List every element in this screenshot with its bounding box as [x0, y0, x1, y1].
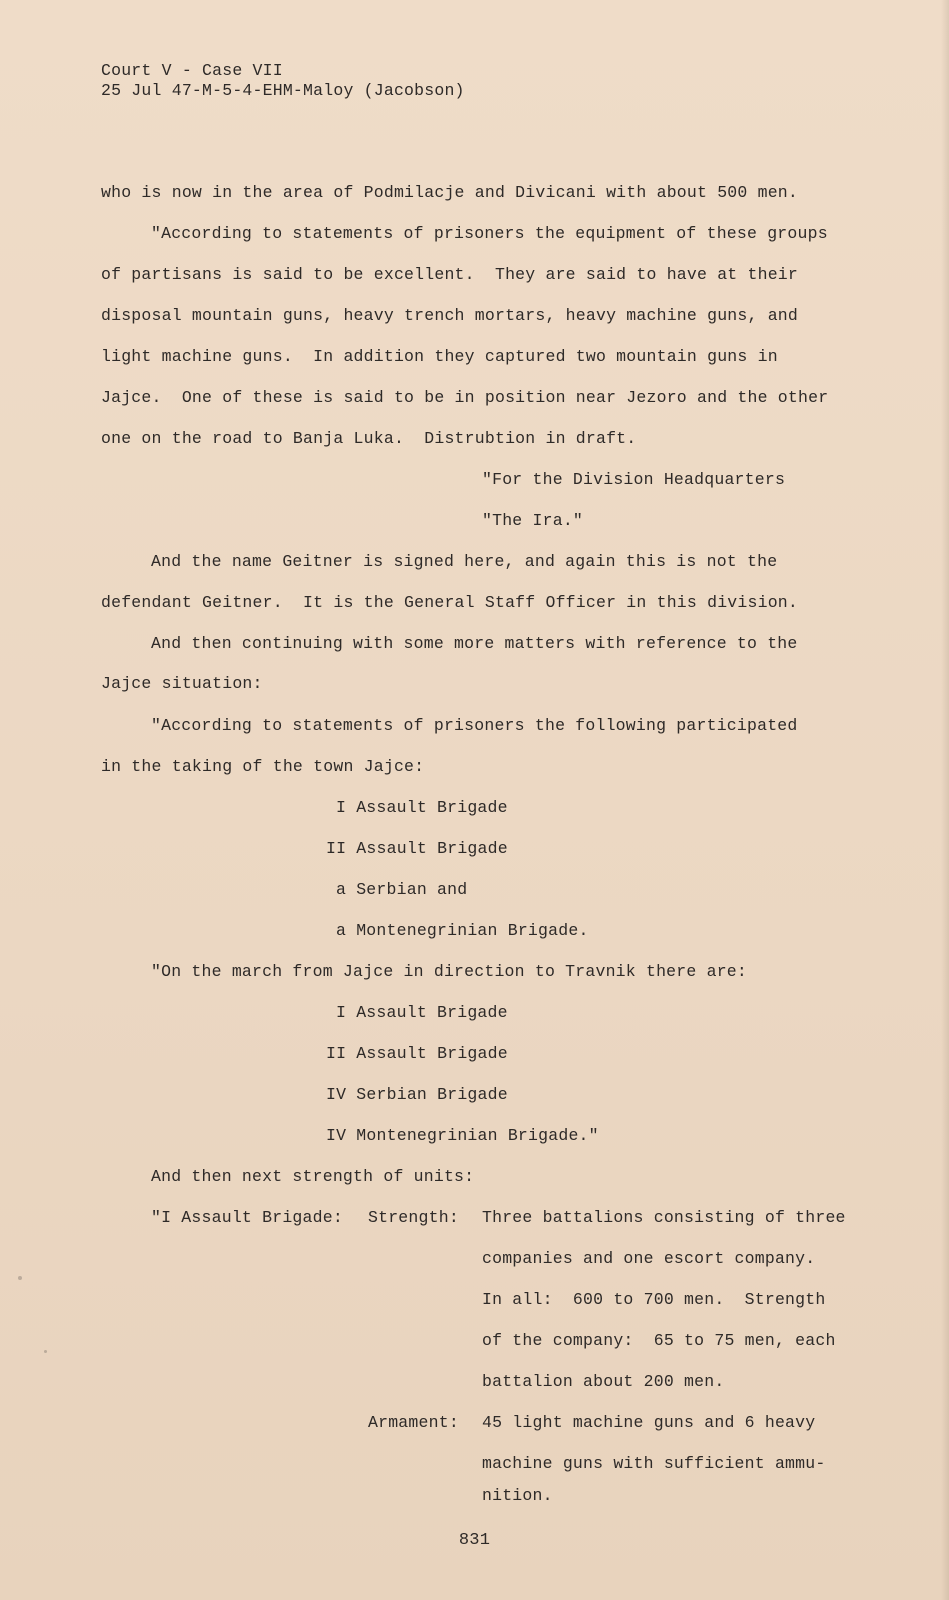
body-line: who is now in the area of Podmilacje and Divicani with about 500 men. [101, 183, 799, 202]
brigade-list-item: I Assault Brigade [336, 1003, 508, 1022]
brigade-list-item: a Montenegrinian Brigade. [336, 921, 589, 940]
body-line: Jajce situation: [101, 674, 263, 693]
strength-label: Strength: [368, 1208, 459, 1227]
unit-name: "I Assault Brigade: [151, 1208, 343, 1227]
signature-line: "The Ira." [482, 511, 584, 530]
brigade-list-item: a Serbian and [336, 880, 468, 899]
body-line: "On the march from Jajce in direction to Travnik there are: [151, 962, 747, 981]
strength-line: Three battalions consisting of three [482, 1208, 846, 1227]
signature-line: "For the Division Headquarters [482, 470, 786, 489]
body-line: of partisans is said to be excellent. They are said to have at their [101, 265, 799, 284]
brigade-list-item: I Assault Brigade [336, 798, 508, 817]
paper-speck [44, 1350, 47, 1353]
body-line: And then next strength of units: [151, 1167, 475, 1186]
body-line: And the name Geitner is signed here, and again this is not the [151, 552, 778, 571]
strength-line: companies and one escort company. [482, 1249, 816, 1268]
armament-line: 45 light machine guns and 6 heavy [482, 1413, 816, 1432]
brigade-list-item: II Assault Brigade [326, 839, 508, 858]
body-line: light machine guns. In addition they captured two mountain guns in [101, 347, 778, 366]
body-line: one on the road to Banja Luka. Distrubtion in draft. [101, 429, 637, 448]
body-line: "According to statements of prisoners the equipment of these groups [151, 224, 828, 243]
strength-line: of the company: 65 to 75 men, each [482, 1331, 836, 1350]
page-edge-shadow [941, 0, 949, 1600]
header-court-case: Court V - Case VII [101, 61, 283, 80]
strength-line: battalion about 200 men. [482, 1372, 725, 1391]
armament-line: nition. [482, 1486, 553, 1505]
paper-speck [18, 1276, 22, 1280]
body-line: And then continuing with some more matters with reference to the [151, 634, 798, 653]
brigade-list-item: II Assault Brigade [326, 1044, 508, 1063]
body-line: in the taking of the town Jajce: [101, 757, 425, 776]
brigade-list-item: IV Serbian Brigade [326, 1085, 508, 1104]
armament-label: Armament: [368, 1413, 459, 1432]
strength-line: In all: 600 to 700 men. Strength [482, 1290, 826, 1309]
armament-line: machine guns with sufficient ammu- [482, 1454, 826, 1473]
body-line: Jajce. One of these is said to be in position near Jezoro and the other [101, 388, 829, 407]
body-line: disposal mountain guns, heavy trench mortars, heavy machine guns, and [101, 306, 799, 325]
header-date-code: 25 Jul 47-M-5-4-EHM-Maloy (Jacobson) [101, 81, 465, 100]
brigade-list-item: IV Montenegrinian Brigade." [326, 1126, 599, 1145]
page-number: 831 [458, 1531, 491, 1550]
body-line: "According to statements of prisoners the following participated [151, 716, 798, 735]
body-line: defendant Geitner. It is the General Staff Officer in this division. [101, 593, 799, 612]
